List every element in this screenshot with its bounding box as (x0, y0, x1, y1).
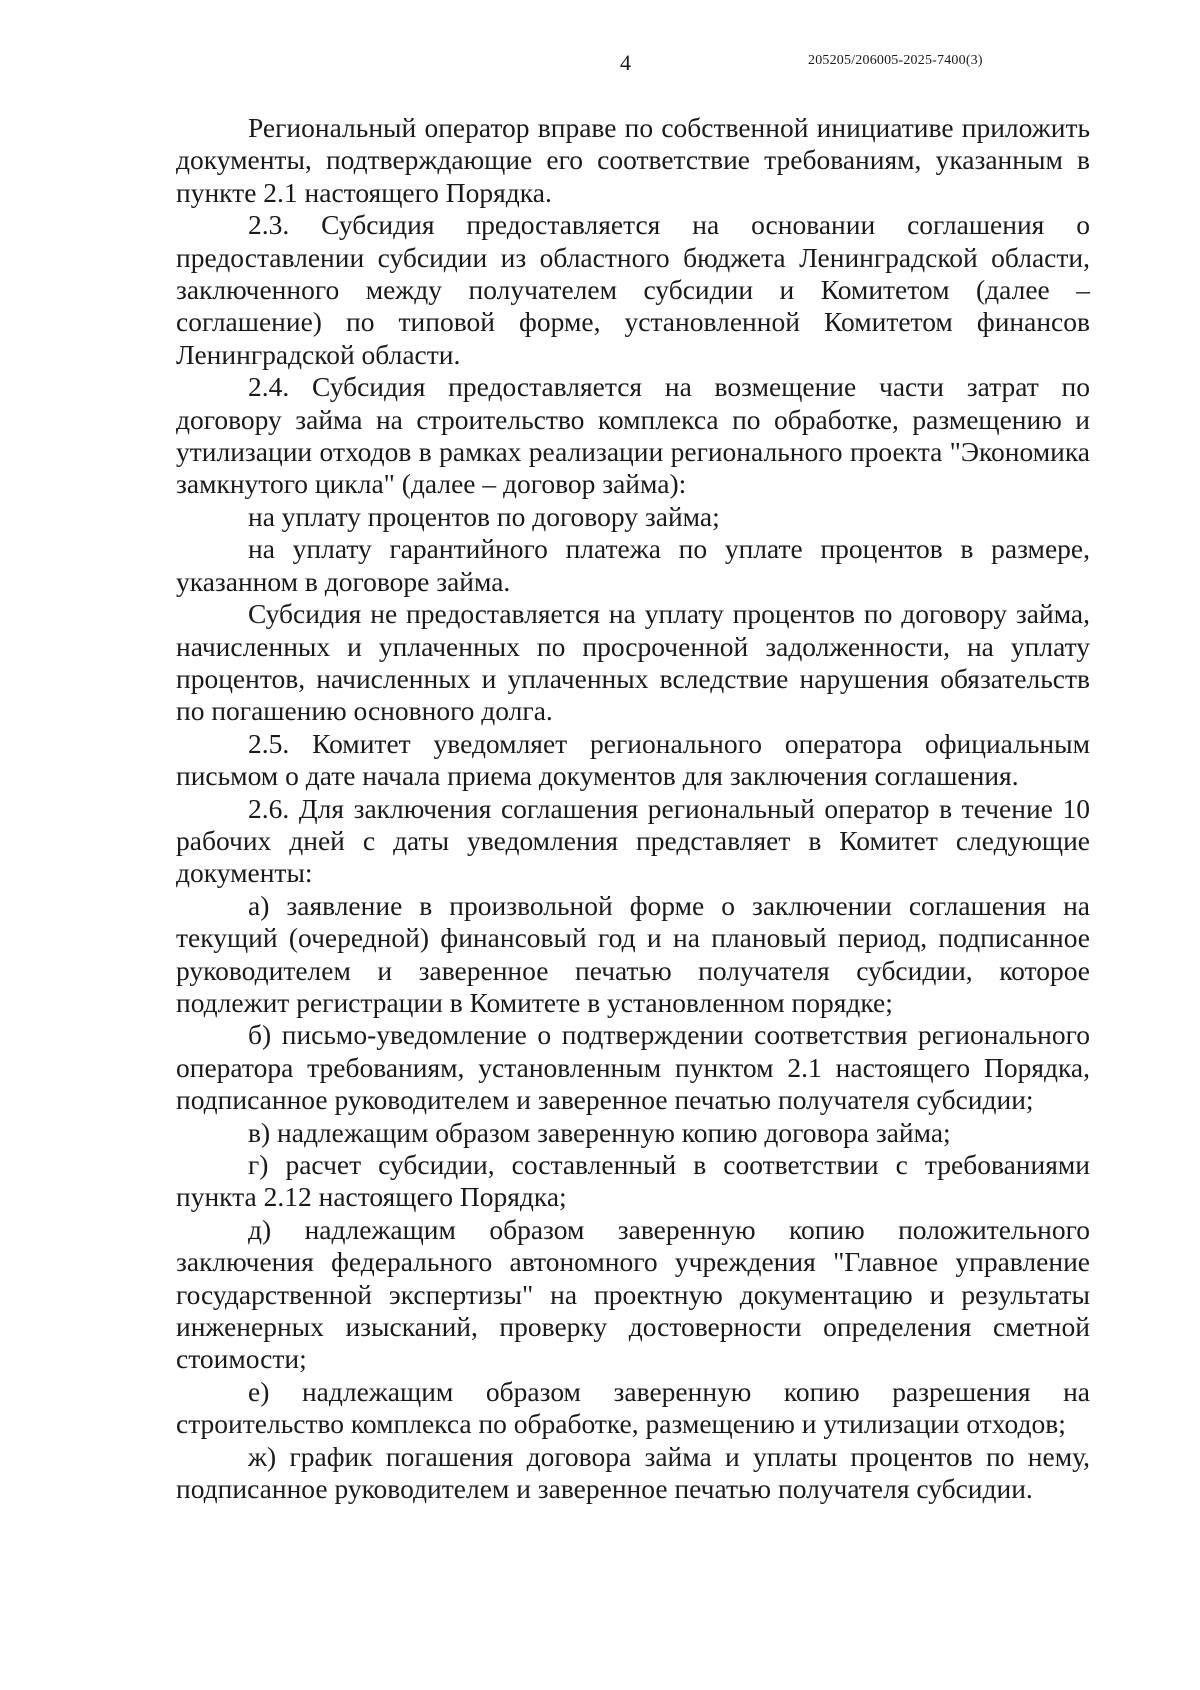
paragraph-interest-payment: на уплату процентов по договору займа; (248, 500, 720, 532)
paragraph-2-3: 2.3. Субсидия предоставляется на основании соглашения о предоставлении субсидии из областного бюджета Ленинградской области, заключенного между получателем субсидии и Комитетом (далее – соглашение) по типовой форме, установленной Комитетом финансов Ленинградской области. (176, 209, 1090, 370)
page-number: 4 (620, 50, 631, 75)
list-item-e: е) надлежащим образом заверенную копию разрешения на строительство комплекса по обработке, размещению и утилизации отходов; (176, 1375, 1090, 1440)
paragraph-2-5: 2.5. Комитет уведомляет регионального оператора официальным письмом о дате начала приема документов для заключения соглашения. (176, 727, 1090, 792)
document-number: 205205/206005-2025-7400(3) (808, 53, 983, 68)
list-item-g: г) расчет субсидии, составленный в соответствии с требованиями пункта 2.12 настоящего Порядка; (176, 1149, 1090, 1213)
document-body (176, 112, 1090, 1505)
list-item-d: д) надлежащим образом заверенную копию положительного заключения федерального автономного учреждения "Главное управление государственной экспертизы" на проектную документацию и результаты инженерных изысканий, проверку достоверности определения сметной стоимости; (176, 1213, 1090, 1375)
paragraph-guarantee-payment: на уплату гарантийного платежа по уплате процентов в размере, указанном в договоре займа. (176, 533, 1090, 597)
paragraph-operator-initiative: Региональный оператор вправе по собственной инициативе приложить документы, подтверждающие его соответствие требованиям, указанным в пункте 2.1 настоящего Порядка. (176, 112, 1090, 208)
paragraph-2-6: 2.6. Для заключения соглашения региональный оператор в течение 10 рабочих дней с даты уведомления представляет в Комитет следующие документы: (176, 792, 1090, 889)
paragraph-subsidy-exclusions: Субсидия не предоставляется на уплату процентов по договору займа, начисленных и уплаченных по просроченной задолженности, на уплату процентов, начисленных и уплаченных вследствие нарушения обязательств по погашению основного долга. (176, 598, 1090, 727)
list-item-b: б) письмо-уведомление о подтверждении соответствия регионального оператора требованиям, установленным пунктом 2.1 настоящего Порядка, подписанное руководителем и заверенное печатью получателя субсидии; (176, 1019, 1090, 1116)
list-item-a: а) заявление в произвольной форме о заключении соглашения на текущий (очередной) финансовый год и на плановый период, подписанное руководителем и заверенное печатью получателя субсидии, которое подлежит регистрации в Комитете в установленном порядке; (176, 889, 1090, 1018)
list-item-v: в) надлежащим образом заверенную копию договора займа; (248, 1116, 951, 1148)
paragraph-2-4: 2.4. Субсидия предоставляется на возмещение части затрат по договору займа на строительство комплекса по обработке, размещению и утилизации отходов в рамках реализации регионального проекта "Экономика замкнутого цикла" (далее – договор займа): (176, 371, 1090, 500)
list-item-zh: ж) график погашения договора займа и уплаты процентов по нему, подписанное руководителем и заверенное печатью получателя субсидии. (176, 1440, 1090, 1505)
